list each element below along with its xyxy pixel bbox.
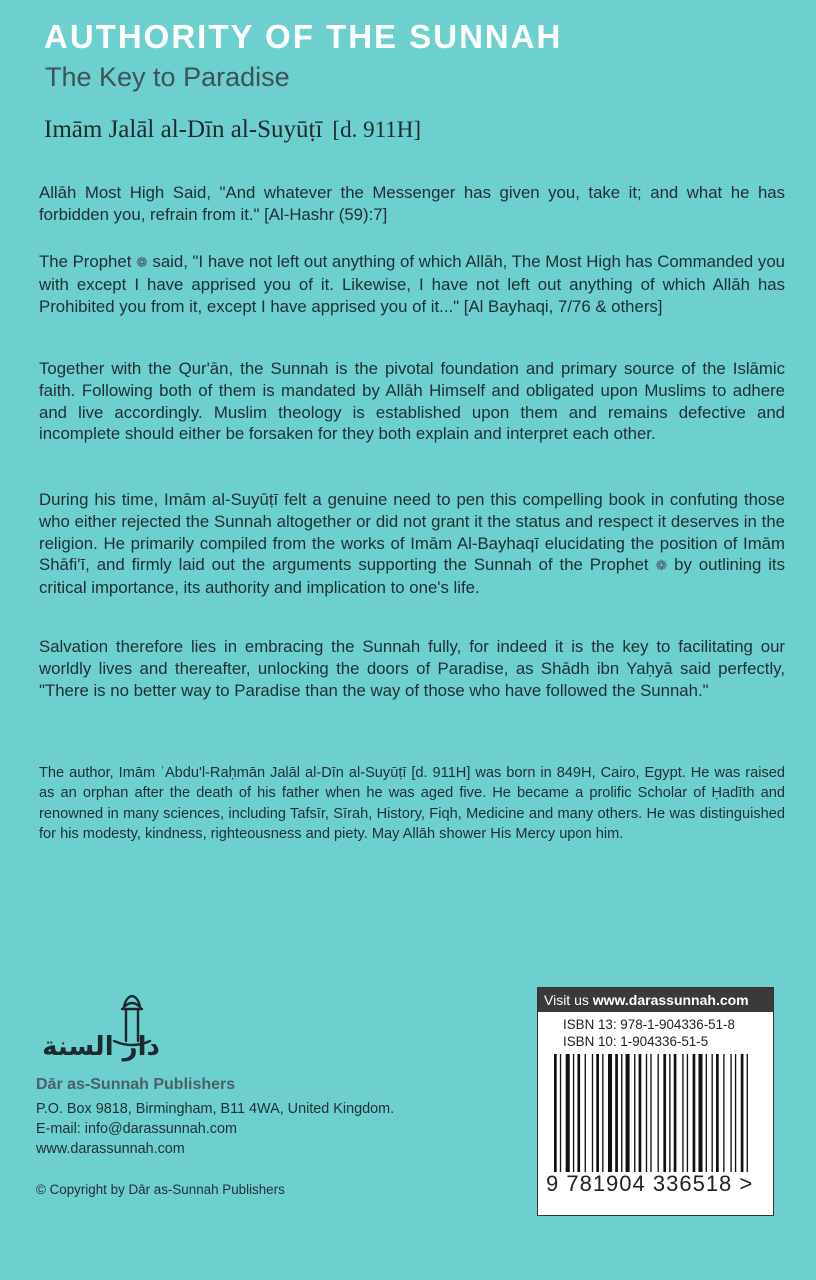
visit-label: Visit us [544,992,593,1008]
isbn-barcode-box [537,987,774,1216]
book-title: AUTHORITY OF THE SUNNAH [44,18,563,55]
barcode-digits: 9 781904 336518 > [546,1171,754,1196]
book-subtitle: The Key to Paradise [45,62,290,92]
hadith-text-start: The Prophet [39,252,137,271]
purpose-text-start: During his time, Imām al-Suyūṭī felt a genuine need to pen this compelling book in confuting those who either rejected the Sunnah altogether or did not grant it the status and respect it deserves in the religion. He primarily compiled from the works of Imām Al-Bayhaqī elucidating the position of Imām Shāfi'ī, and firmly laid out the arguments supporting the Sunnah of the Prophet [39,490,785,575]
hadith-text-end: said, "I have not left out anything of which Allāh, The Most High has Commanded you with except I have apprised you of it. Likewise, I have not left out anything of which Allāh has Prohibited you from it, except I have apprised you of it..." [Al Bayhaqi, 7/76 & others] [39,252,785,316]
publisher-name: Dār as-Sunnah Publishers [36,1076,236,1093]
publisher-address: P.O. Box 9818, Birmingham, B11 4WA, United Kingdom. [36,1101,395,1117]
author-biography: The author, Imām ʿAbdu'l-Raḥmān Jalāl al-Dīn al-Suyūṭī [d. 911H] was born in 849H, Cairo, Egypt. He was raised as an orphan after the death of his father when he was aged five. He became a prolific Scholar of Ḥadīth and renowned in many sciences, including Tafsīr, Sīrah, History, Fiqh, Medicine and many others. He was distinguished for his modesty, kindness, righteousness and piety. May Allāh shower His Mercy upon him. [39,765,785,843]
visit-url: www.darassunnah.com [592,992,749,1008]
copyright-notice: © Copyright by Dār as-Sunnah Publishers [36,1182,285,1197]
salvation-paragraph: Salvation therefore lies in embracing the Sunnah fully, for indeed it is the key to facilitating our worldly lives and thereafter, unlocking the doors of Paradise, as Shādh ibn Yaḥyā said perfectly, "There is no better way to Paradise than the way of those who have followed the Sunnah." [39,637,785,700]
book-purpose-paragraph [39,489,785,599]
publisher-website: www.darassunnah.com [36,1141,185,1157]
salutation-seal-icon: ❁ [655,557,668,574]
isbn10: ISBN 10: 1-904336-51-5 [563,1034,709,1049]
purpose-text-end: by outlining its critical importance, its authority and implication to one's life. [39,555,785,598]
author-date: [d. 911H] [332,117,421,142]
quran-quote: Allāh Most High Said, "And whatever the Messenger has given you, take it; and what he has forbidden you, refrain from it." [Al-Hashr (59):7] [39,183,785,224]
hadith-quote [39,251,785,317]
visit-banner [538,988,773,1012]
publisher-email: E-mail: info@darassunnah.com [36,1121,237,1137]
author-name: Imām Jalāl al-Dīn al-Suyūṭī [44,116,323,143]
salutation-seal-icon: ❁ [136,254,148,270]
barcode-icon [548,1054,763,1172]
publisher-logo-text: دار السنة [42,1032,160,1062]
author-line [44,116,421,144]
isbn13: ISBN 13: 978-1-904336-51-8 [563,1017,735,1032]
publisher-logo [36,995,166,1063]
sunnah-foundation-paragraph: Together with the Qur'ān, the Sunnah is the pivotal foundation and primary source of the Islāmic faith. Following both of them is mandated by Allāh Himself and obligated upon Muslims to adhere and live accordingly. Muslim theology is established upon them and remains defective and incomplete should either be forsaken for they both explain and interpret each other. [39,359,785,444]
